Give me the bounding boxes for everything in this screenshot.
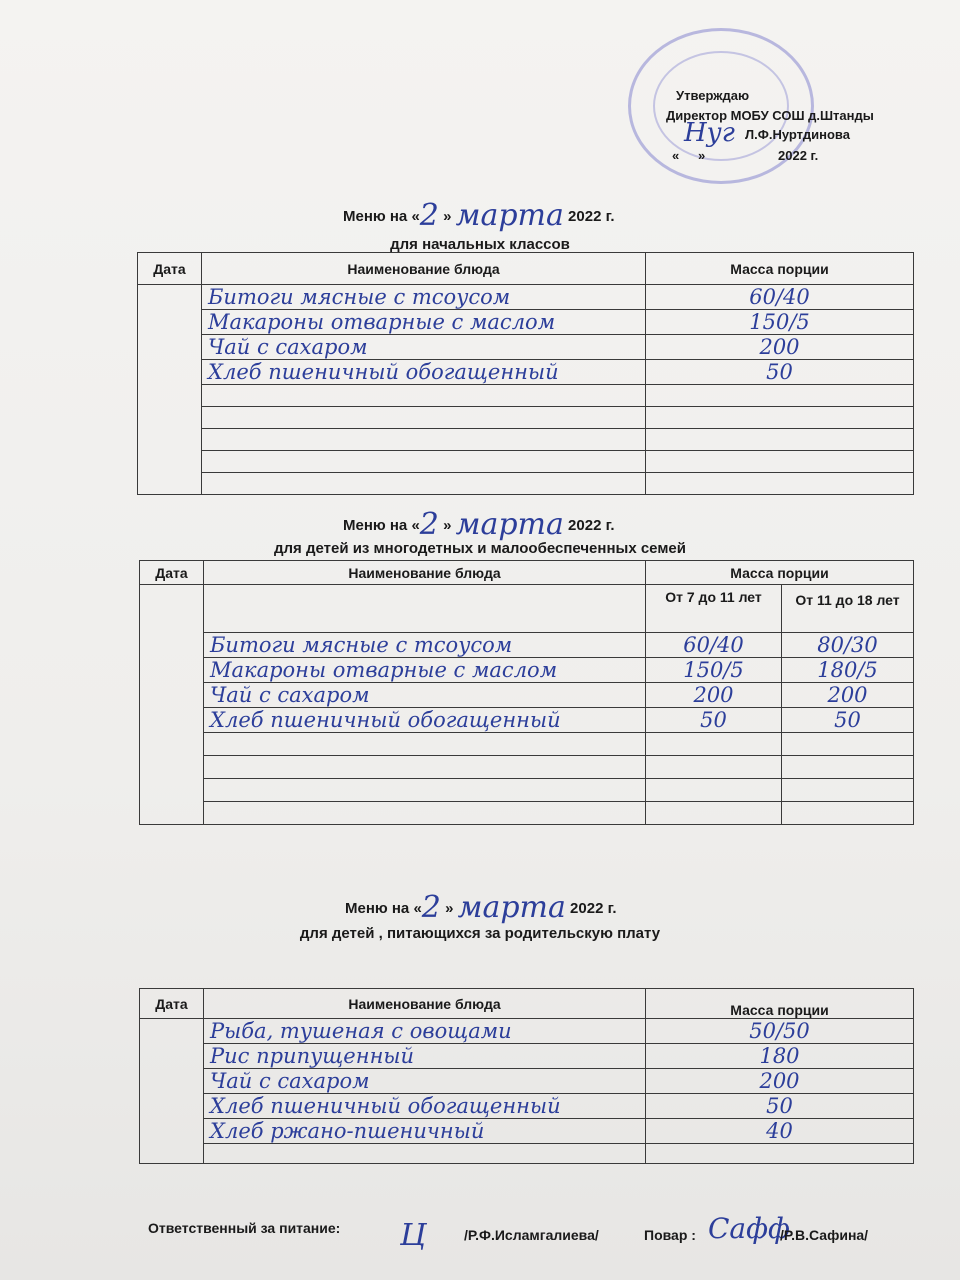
age-group-11-18: От 11 до 18 лет (782, 585, 914, 633)
approval-quote-open: « (672, 148, 680, 163)
menu3-mass-header: Масса порции (646, 989, 914, 1019)
dish-name: Хлеб ржано-пшеничный (204, 1119, 646, 1144)
dish-mass: 50 (646, 360, 914, 385)
dish-name: Макароны отварные с маслом (202, 310, 646, 335)
table-row (138, 335, 914, 360)
table-row-empty (138, 407, 914, 429)
menu3-table (139, 988, 914, 1164)
table-row-empty (140, 733, 914, 756)
dish-mass: 200 (646, 1069, 914, 1094)
dish-name: Битоги мясные с тсоусом (202, 285, 646, 310)
table-row (140, 708, 914, 733)
table-row (140, 658, 914, 683)
menu1-month: марта (455, 198, 564, 233)
menu2-date-header: Дата (140, 561, 204, 585)
dish-name: Хлеб пшеничный обогащенный (202, 360, 646, 385)
dish-mass: 50/50 (646, 1019, 914, 1044)
dish-name: Макароны отварные с маслом (204, 658, 646, 683)
approval-position: Директор МОБУ СОШ д.Штанды (666, 108, 874, 123)
menu1-date-cell (138, 285, 202, 495)
age-group-7-11: От 7 до 11 лет (646, 585, 782, 633)
dish-mass-11-18: 50 (782, 708, 914, 733)
menu3-dish-header: Наименование блюда (204, 989, 646, 1019)
menu2-day: 2 (419, 507, 439, 542)
table-row (138, 310, 914, 335)
dish-mass-11-18: 80/30 (782, 633, 914, 658)
menu3-date-header: Дата (140, 989, 204, 1019)
dish-mass-11-18: 200 (782, 683, 914, 708)
dish-mass: 60/40 (646, 285, 914, 310)
dish-name: Чай с сахаром (204, 1069, 646, 1094)
director-name: Л.Ф.Нуртдинова (745, 127, 850, 142)
table-row-empty (138, 451, 914, 473)
dish-mass: 50 (646, 1094, 914, 1119)
table-row (140, 1094, 914, 1119)
menu2-subtitle: для детей из многодетных и малообеспеченных семей (274, 540, 686, 557)
table-row-empty (138, 429, 914, 451)
cook-signature: Сафф (708, 1212, 790, 1245)
table-row (140, 1119, 914, 1144)
dish-mass-7-11: 200 (646, 683, 782, 708)
dish-name: Рыба, тушеная с овощами (204, 1019, 646, 1044)
dish-name: Битоги мясные с тсоусом (204, 633, 646, 658)
dish-mass: 180 (646, 1044, 914, 1069)
menu1-dish-header: Наименование блюда (202, 253, 646, 285)
menu2-date-cell (140, 585, 204, 825)
director-signature: Нуг (684, 118, 735, 148)
table-row-empty (140, 756, 914, 779)
menu1-table (137, 252, 914, 495)
dish-mass-7-11: 150/5 (646, 658, 782, 683)
table-row (140, 1019, 914, 1044)
responsible-signature: Ц (400, 1218, 427, 1253)
dish-name: Хлеб пшеничный обогащенный (204, 708, 646, 733)
table-row-empty (138, 385, 914, 407)
approval-year: 2022 г. (778, 148, 819, 163)
dish-mass-7-11: 50 (646, 708, 782, 733)
menu3-month: марта (457, 890, 566, 925)
responsible-name: /Р.Ф.Исламгалиева/ (464, 1227, 599, 1243)
dish-mass: 40 (646, 1119, 914, 1144)
table-row (140, 1069, 914, 1094)
dish-name: Хлеб пшеничный обогащенный (204, 1094, 646, 1119)
dish-name: Чай с сахаром (204, 683, 646, 708)
menu2-mass-header: Масса порции (646, 561, 914, 585)
menu3-subtitle: для детей , питающихся за родительскую плату (299, 925, 661, 942)
menu2-dish-header: Наименование блюда (204, 561, 646, 585)
dish-mass: 200 (646, 335, 914, 360)
dish-mass-7-11: 60/40 (646, 633, 782, 658)
menu1-mass-header: Масса порции (646, 253, 914, 285)
table-row-empty (140, 1144, 914, 1164)
dish-mass-11-18: 180/5 (782, 658, 914, 683)
dish-name: Рис припущенный (204, 1044, 646, 1069)
dish-name: Чай с сахаром (202, 335, 646, 360)
menu2-month: марта (455, 507, 564, 542)
menu1-subtitle: для начальных классов (390, 236, 570, 253)
table-row (138, 285, 914, 310)
table-row-empty (140, 802, 914, 825)
menu2-title: Меню на «2 » марта 2022 г. (343, 507, 615, 542)
menu1-title: Меню на «2 » марта 2022 г. (343, 198, 615, 233)
cook-name: /Р.В.Сафина/ (780, 1227, 869, 1243)
cook-label: Повар : (644, 1227, 696, 1243)
table-row-empty (140, 779, 914, 802)
menu3-title: Меню на «2 » марта 2022 г. (345, 890, 617, 925)
approval-quote-close: » (698, 148, 706, 163)
menu1-date-header: Дата (138, 253, 202, 285)
menu1-day: 2 (419, 198, 439, 233)
menu3-day: 2 (421, 890, 441, 925)
table-row (140, 1044, 914, 1069)
menu3-date-cell (140, 1019, 204, 1164)
menu2-table (139, 560, 914, 825)
dish-mass: 150/5 (646, 310, 914, 335)
table-row-empty (138, 473, 914, 495)
approval-title: Утверждаю (676, 88, 750, 103)
table-row (140, 683, 914, 708)
responsible-label: Ответственный за питание: (148, 1220, 341, 1236)
table-row (138, 360, 914, 385)
table-row (140, 633, 914, 658)
